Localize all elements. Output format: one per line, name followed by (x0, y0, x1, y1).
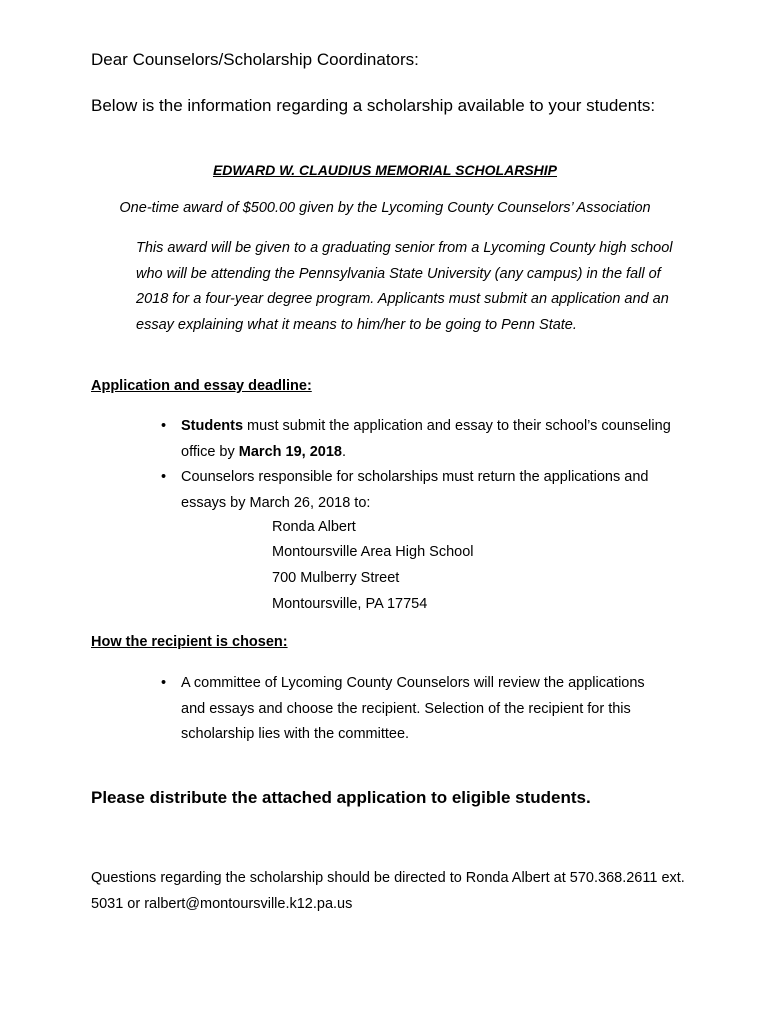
bullet-icon: • (161, 418, 167, 434)
scholarship-description: This award will be given to a graduating senior from a Lycoming County high school who will be attending the Pennsylvania State University (any campus) in the fall of 2018 for a four-year degree program. Applicants must submit an application and an essay explaining what it means to him/her to be going to Penn State. (136, 240, 673, 333)
greeting: Dear Counselors/Scholarship Coordinators: (91, 50, 419, 69)
questions-contact: Questions regarding the scholarship should be directed to Ronda Albert at 570.368.2611 ext. 5031 or ralbert@montoursville.k12.pa.us (91, 870, 685, 912)
address-city: Montoursville, PA 17754 (272, 596, 428, 612)
deadline-heading: Application and essay deadline: (91, 378, 312, 394)
student-deadline-date: March 19, 2018 (238, 443, 342, 460)
list-item (161, 465, 691, 516)
list-item (161, 414, 691, 465)
counselor-deadline-text: Counselors responsible for scholarships must return the applications and essays by March 26, 2018 to: (181, 469, 649, 511)
address-school: Montoursville Area High School (272, 544, 474, 560)
distribute-notice: Please distribute the attached application to eligible students. (91, 788, 591, 807)
recipient-text: A committee of Lycoming County Counselors will review the applications and essays and choose the recipient. Selection of the recipient for this scholarship lies with the committee. (181, 675, 645, 743)
scholarship-title: EDWARD W. CLAUDIUS MEMORIAL SCHOLARSHIP (212, 162, 558, 178)
address-street: 700 Mulberry Street (272, 570, 400, 586)
recipient-list (161, 671, 671, 748)
recipient-heading: How the recipient is chosen: (91, 634, 288, 650)
address-name: Ronda Albert (272, 519, 356, 535)
bullet-icon: • (161, 675, 167, 691)
deadline-list (161, 414, 691, 516)
list-item (161, 671, 671, 748)
student-deadline-text: must submit the application and essay to their school’s counseling office by (181, 418, 671, 460)
student-deadline-end: . (341, 443, 346, 460)
award-line: One-time award of $500.00 given by the Lycoming County Counselors’ Association (119, 200, 651, 216)
students-label: Students (181, 418, 244, 434)
intro-paragraph: Below is the information regarding a scholarship available to your students: (91, 96, 656, 115)
bullet-icon: • (161, 469, 167, 486)
